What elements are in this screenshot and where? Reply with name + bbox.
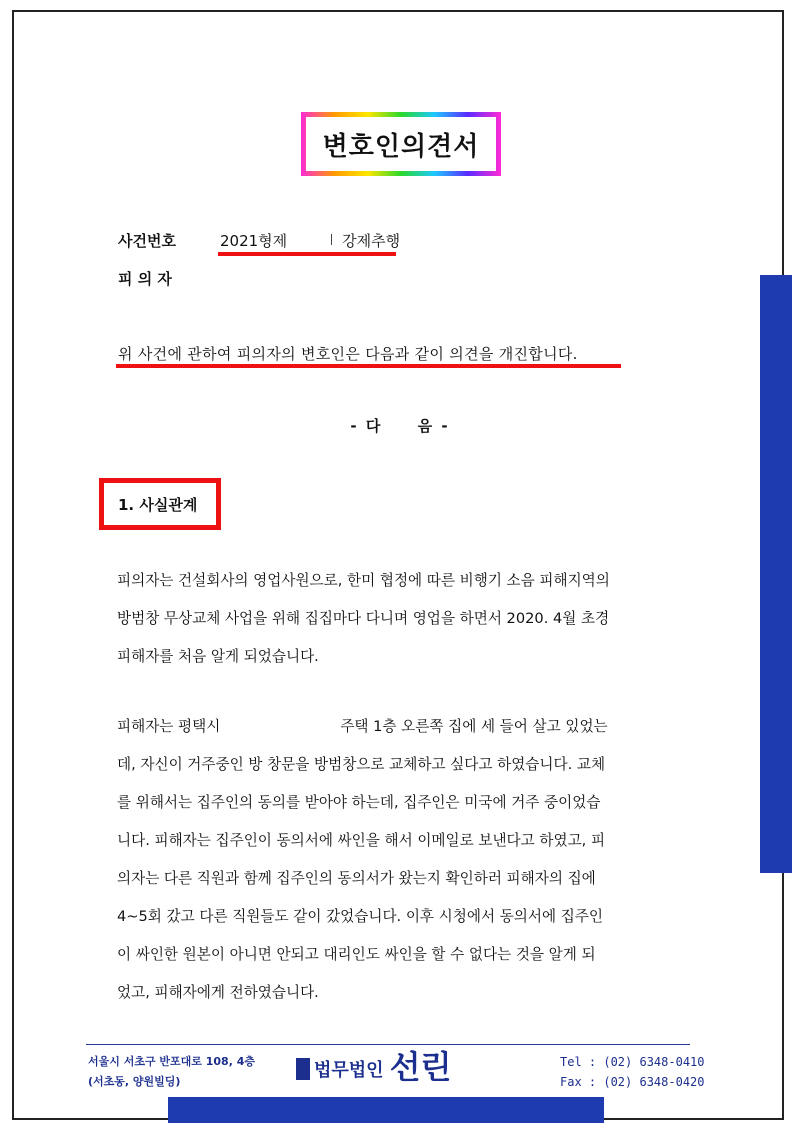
suspect-label: 피 의 자 [118, 270, 172, 288]
decorative-blue-bar-bottom [168, 1097, 604, 1123]
case-number-value-group [220, 230, 400, 251]
section-heading: 1. 사실관계 [118, 495, 198, 514]
case-number-separator [331, 234, 332, 245]
paragraph-line: 피의자는 건설회사의 영업사원으로, 한미 협정에 따른 비행기 소음 피해지역의 [117, 572, 610, 589]
dash-note [0, 415, 800, 436]
document-title: 변호인의견서 [306, 117, 496, 171]
dash-note-part-2: 음 - [417, 417, 450, 435]
paragraph-line: 의자는 다른 직원과 함께 집주인의 동의서가 왔는지 확인하러 피해자의 집에 [117, 870, 596, 887]
firm-prefix: 법무법인 [314, 1060, 384, 1081]
footer-tel: Tel : (02) 6348-0410 [560, 1055, 705, 1069]
paragraph-line: 를 위해서는 집주인의 동의를 받아야 하는데, 집주인은 미국에 거주 중이었습 [117, 794, 601, 811]
section-heading-box [99, 478, 221, 530]
paragraph-line-part: 주택 1층 오른쪽 집에 세 들어 살고 있었는 [340, 718, 608, 735]
footer-fax: Fax : (02) 6348-0420 [560, 1075, 705, 1089]
paragraph-line: 었고, 피해자에게 전하였습니다. [117, 984, 319, 1001]
paragraph-line: 이 싸인한 원본이 아니면 안되고 대리인도 싸인을 할 수 없다는 것을 알게 되 [117, 946, 596, 963]
firm-logo [296, 1050, 451, 1084]
intro-underline [116, 364, 621, 368]
footer-address-line-2: (서초동, 양원빌딩) [88, 1075, 181, 1088]
paragraph-line: 데, 자신이 거주중인 방 창문을 방범창으로 교체하고 싶다고 하였습니다. 교체 [117, 756, 606, 773]
case-name: 강제추행 [342, 232, 401, 250]
intro-statement: 위 사건에 관하여 피의자의 변호인은 다음과 같이 의견을 개진합니다. [118, 345, 578, 363]
firm-name: 선린 [389, 1048, 452, 1086]
paragraph-1 [117, 562, 687, 676]
paragraph-line: 4~5회 갔고 다른 직원들도 같이 갔었습니다. 이후 시청에서 동의서에 집주인 [117, 908, 604, 925]
paragraph-line-part: 피해자는 평택시 [117, 718, 221, 735]
paragraph-line: 니다. 피해자는 집주인이 동의서에 싸인을 해서 이메일로 보낸다고 하였고, 피 [117, 832, 606, 849]
case-number-value: 2021형제 [220, 232, 288, 250]
title-highlight-box [301, 112, 501, 176]
firm-logo-icon [296, 1058, 310, 1080]
decorative-blue-bar-right [760, 275, 792, 873]
footer-address [88, 1052, 255, 1092]
paragraph-line [117, 708, 687, 746]
footer-address-line-1: 서울시 서초구 반포대로 108, 4층 [88, 1055, 255, 1068]
footer-divider [86, 1044, 690, 1045]
paragraph-2 [117, 708, 687, 1012]
dash-note-part-1: - 다 [350, 417, 383, 435]
footer-contact [560, 1052, 705, 1092]
case-underline [218, 252, 396, 256]
case-number-label: 사건번호 [118, 232, 176, 250]
paragraph-line: 피해자를 처음 알게 되었습니다. [117, 648, 319, 665]
paragraph-line: 방범창 무상교체 사업을 위해 집집마다 다니며 영업을 하면서 2020. 4월 초경 [117, 610, 610, 627]
